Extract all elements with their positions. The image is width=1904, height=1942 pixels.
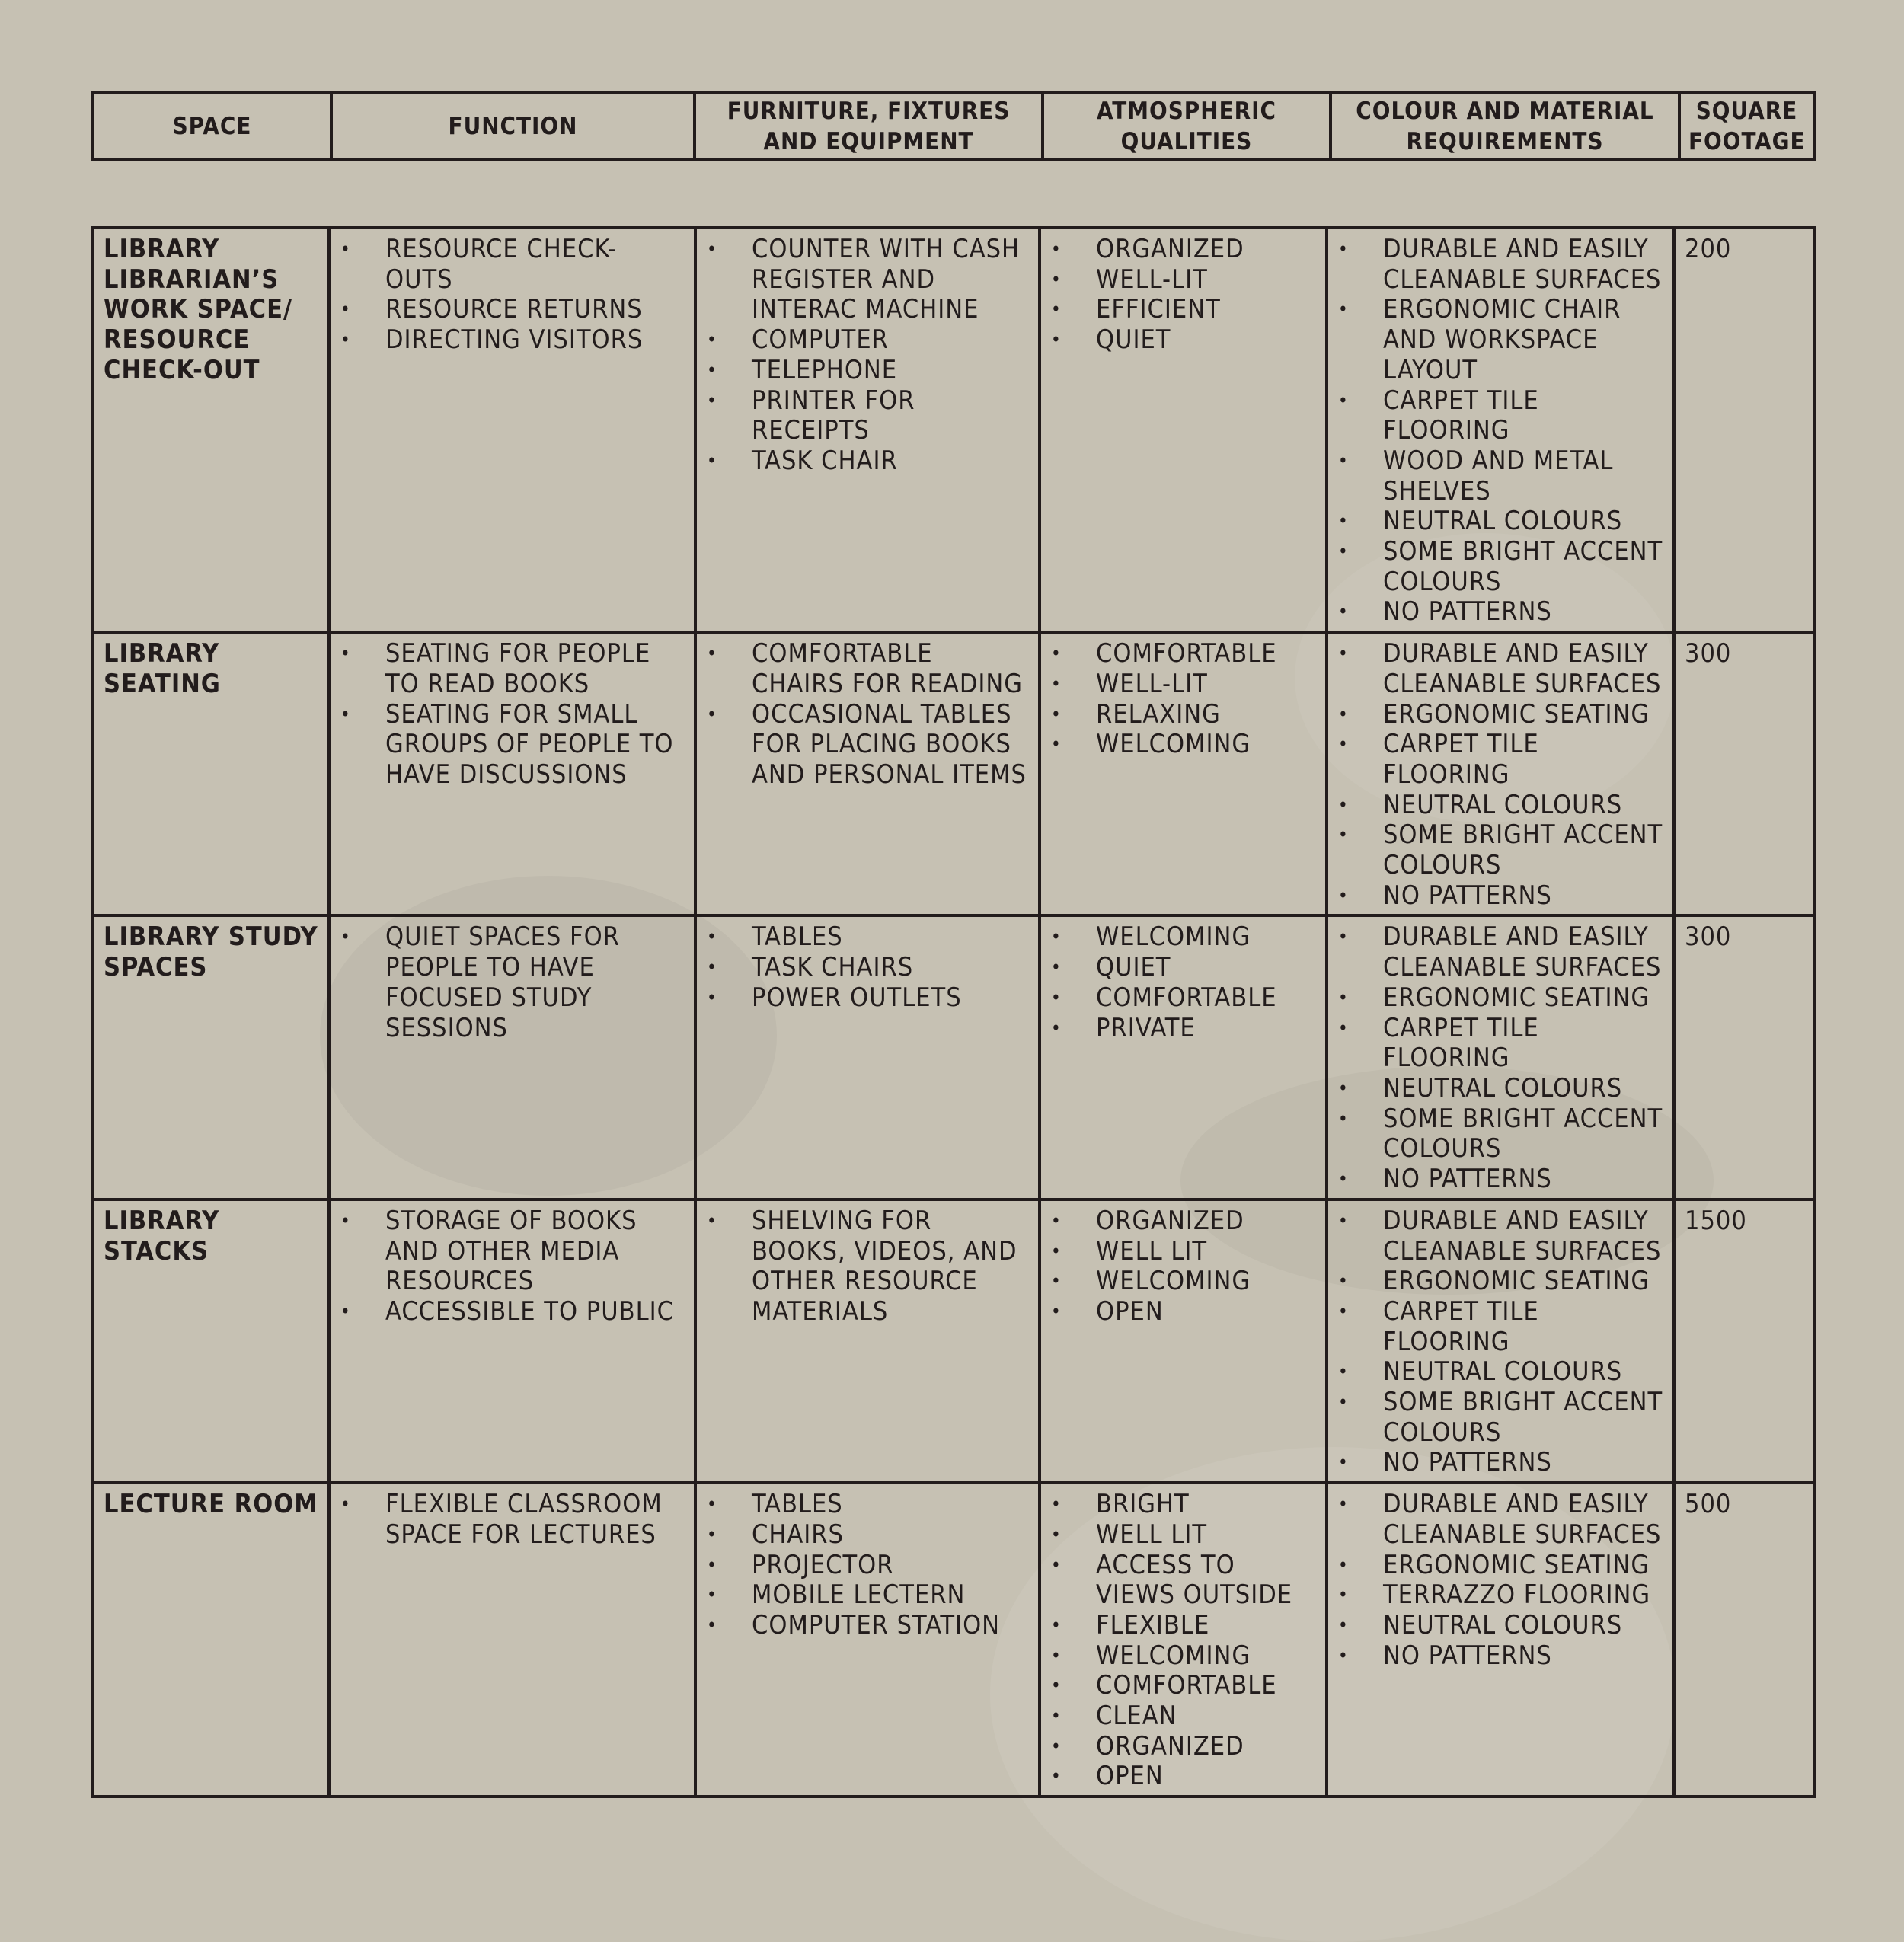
ffe-item: • TASK CHAIRS (706, 953, 1029, 983)
materials-item: • ERGONOMIC SEATING (1337, 700, 1663, 730)
materials-item: • ERGONOMIC SEATING (1337, 1266, 1663, 1297)
ffe-item: • COMFORTABLE CHAIRS FOR READING (706, 639, 1029, 699)
atmosphere-item: • FLEXIBLE (1050, 1611, 1316, 1641)
ffe-cell (695, 1483, 1040, 1797)
ffe-item: • PROJECTOR (706, 1551, 1029, 1581)
atmosphere-item: • PRIVATE (1050, 1014, 1316, 1044)
materials-cell (1327, 1199, 1674, 1483)
bullet-list (340, 639, 685, 791)
function-cell (329, 1199, 695, 1483)
function-item: • RESOURCE RETURNS (340, 295, 685, 325)
function-cell (329, 632, 695, 915)
header-space: SPACE (93, 92, 331, 160)
header-materials: COLOUR AND MATERIAL REQUIREMENTS (1331, 92, 1679, 160)
atmosphere-item: • WELCOMING (1050, 922, 1316, 953)
materials-item: • NEUTRAL COLOURS (1337, 1074, 1663, 1104)
materials-item: • NEUTRAL COLOURS (1337, 1611, 1663, 1641)
materials-item: • DURABLE AND EASILY CLEANABLE SURFACES (1337, 639, 1663, 699)
header-row (93, 92, 1814, 160)
ffe-cell (695, 915, 1040, 1199)
materials-item: • CARPET TILE FLOORING (1337, 1014, 1663, 1074)
function-item: • STORAGE OF BOOKS AND OTHER MEDIA RESOURCES (340, 1206, 685, 1297)
sqft-cell: 500 (1674, 1483, 1814, 1797)
function-item: • SEATING FOR SMALL GROUPS OF PEOPLE TO HAVE DISCUSSIONS (340, 700, 685, 791)
atmosphere-cell (1040, 632, 1327, 915)
materials-cell (1327, 632, 1674, 915)
atmosphere-item: • BRIGHT (1050, 1490, 1316, 1520)
sqft-cell: 200 (1674, 228, 1814, 632)
atmosphere-item: • ORGANIZED (1050, 1206, 1316, 1237)
materials-item: • CARPET TILE FLOORING (1337, 730, 1663, 790)
ffe-item: • COMPUTER STATION (706, 1611, 1029, 1641)
function-cell (329, 915, 695, 1199)
atmosphere-item: • OPEN (1050, 1297, 1316, 1327)
materials-item: • TERRAZZO FLOORING (1337, 1580, 1663, 1611)
header-function: FUNCTION (331, 92, 695, 160)
program-table (91, 226, 1816, 1798)
bullet-list (340, 235, 685, 356)
bullet-list (706, 235, 1029, 477)
materials-item: • WOOD AND METAL SHELVES (1337, 446, 1663, 506)
sqft-cell: 300 (1674, 915, 1814, 1199)
atmosphere-item: • QUIET (1050, 325, 1316, 356)
atmosphere-item: • WELCOMING (1050, 1266, 1316, 1297)
atmosphere-item: • WELL LIT (1050, 1520, 1316, 1551)
bullet-list (1337, 1490, 1663, 1671)
atmosphere-cell (1040, 1199, 1327, 1483)
ffe-item: • TELEPHONE (706, 356, 1029, 386)
space-cell: LIBRARY STUDY SPACES (93, 915, 329, 1199)
function-item: • QUIET SPACES FOR PEOPLE TO HAVE FOCUSED STUDY SESSIONS (340, 922, 685, 1043)
materials-item: • DURABLE AND EASILY CLEANABLE SURFACES (1337, 1490, 1663, 1550)
materials-item: • SOME BRIGHT ACCENT COLOURS (1337, 1388, 1663, 1448)
materials-item: • DURABLE AND EASILY CLEANABLE SURFACES (1337, 922, 1663, 982)
bullet-list (340, 1206, 685, 1327)
header-ffe: FURNITURE, FIXTURES AND EQUIPMENT (695, 92, 1043, 160)
bullet-list (1050, 639, 1316, 760)
table-row (93, 1483, 1814, 1797)
bullet-list (1050, 922, 1316, 1043)
materials-item: • NO PATTERNS (1337, 1641, 1663, 1672)
materials-item: • NEUTRAL COLOURS (1337, 791, 1663, 821)
bullet-list (1050, 1490, 1316, 1792)
materials-item: • ERGONOMIC SEATING (1337, 1551, 1663, 1581)
materials-item: • NO PATTERNS (1337, 881, 1663, 912)
atmosphere-cell (1040, 915, 1327, 1199)
function-item: • FLEXIBLE CLASSROOM SPACE FOR LECTURES (340, 1490, 685, 1550)
ffe-item: • OCCASIONAL TABLES FOR PLACING BOOKS AND PERSONAL ITEMS (706, 700, 1029, 791)
bullet-list (706, 1206, 1029, 1327)
space-cell: LIBRARY STACKS (93, 1199, 329, 1483)
ffe-item: • TASK CHAIR (706, 446, 1029, 477)
table-row (93, 228, 1814, 632)
atmosphere-item: • WELL-LIT (1050, 265, 1316, 295)
ffe-item: • COMPUTER (706, 325, 1029, 356)
sqft-cell: 300 (1674, 632, 1814, 915)
function-item: • RESOURCE CHECK-OUTS (340, 235, 685, 295)
atmosphere-item: • COMFORTABLE (1050, 1671, 1316, 1701)
bullet-list (340, 922, 685, 1043)
ffe-item: • MOBILE LECTERN (706, 1580, 1029, 1611)
bullet-list (706, 922, 1029, 1013)
ffe-item: • PRINTER FOR RECEIPTS (706, 386, 1029, 446)
header-sqft: SQUARE FOOTAGE (1679, 92, 1814, 160)
atmosphere-item: • ACCESS TO VIEWS OUTSIDE (1050, 1551, 1316, 1611)
bullet-list (1050, 235, 1316, 356)
materials-cell (1327, 228, 1674, 632)
materials-item: • ERGONOMIC CHAIR AND WORKSPACE LAYOUT (1337, 295, 1663, 385)
materials-cell (1327, 1483, 1674, 1797)
ffe-cell (695, 228, 1040, 632)
atmosphere-item: • EFFICIENT (1050, 295, 1316, 325)
atmosphere-item: • ORGANIZED (1050, 1732, 1316, 1762)
materials-item: • NO PATTERNS (1337, 597, 1663, 628)
atmosphere-cell (1040, 228, 1327, 632)
materials-item: • SOME BRIGHT ACCENT COLOURS (1337, 820, 1663, 880)
atmosphere-item: • ORGANIZED (1050, 235, 1316, 265)
materials-item: • ERGONOMIC SEATING (1337, 983, 1663, 1014)
space-cell: LECTURE ROOM (93, 1483, 329, 1797)
function-item: • ACCESSIBLE TO PUBLIC (340, 1297, 685, 1327)
materials-item: • DURABLE AND EASILY CLEANABLE SURFACES (1337, 1206, 1663, 1266)
materials-item: • NEUTRAL COLOURS (1337, 1357, 1663, 1388)
atmosphere-item: • OPEN (1050, 1762, 1316, 1792)
materials-item: • NO PATTERNS (1337, 1164, 1663, 1195)
bullet-list (1337, 1206, 1663, 1478)
bullet-list (1337, 922, 1663, 1194)
materials-cell (1327, 915, 1674, 1199)
bullet-list (706, 639, 1029, 791)
materials-item: • SOME BRIGHT ACCENT COLOURS (1337, 537, 1663, 597)
materials-item: • NO PATTERNS (1337, 1448, 1663, 1478)
atmosphere-item: • WELCOMING (1050, 730, 1316, 760)
bullet-list (1337, 235, 1663, 628)
materials-item: • SOME BRIGHT ACCENT COLOURS (1337, 1104, 1663, 1164)
table-row (93, 632, 1814, 915)
materials-item: • NEUTRAL COLOURS (1337, 506, 1663, 537)
atmosphere-item: • COMFORTABLE (1050, 983, 1316, 1014)
function-cell (329, 1483, 695, 1797)
function-cell (329, 228, 695, 632)
function-item: • SEATING FOR PEOPLE TO READ BOOKS (340, 639, 685, 699)
atmosphere-item: • WELL LIT (1050, 1237, 1316, 1267)
bullet-list (1337, 639, 1663, 911)
atmosphere-item: • CLEAN (1050, 1701, 1316, 1732)
ffe-item: • TABLES (706, 922, 1029, 953)
materials-item: • CARPET TILE FLOORING (1337, 1297, 1663, 1357)
atmosphere-item: • QUIET (1050, 953, 1316, 983)
header-table (91, 91, 1816, 161)
atmosphere-cell (1040, 1483, 1327, 1797)
space-cell: LIBRARY SEATING (93, 632, 329, 915)
materials-item: • CARPET TILE FLOORING (1337, 386, 1663, 446)
table-row (93, 915, 1814, 1199)
ffe-item: • CHAIRS (706, 1520, 1029, 1551)
space-cell: LIBRARY LIBRARIAN’S WORK SPACE/ RESOURCE CHECK-OUT (93, 228, 329, 632)
ffe-item: • POWER OUTLETS (706, 983, 1029, 1014)
atmosphere-item: • WELL-LIT (1050, 669, 1316, 700)
table-row (93, 1199, 1814, 1483)
bullet-list (706, 1490, 1029, 1641)
atmosphere-item: • COMFORTABLE (1050, 639, 1316, 669)
atmosphere-item: • WELCOMING (1050, 1641, 1316, 1672)
ffe-item: • TABLES (706, 1490, 1029, 1520)
function-item: • DIRECTING VISITORS (340, 325, 685, 356)
materials-item: • DURABLE AND EASILY CLEANABLE SURFACES (1337, 235, 1663, 295)
ffe-cell (695, 1199, 1040, 1483)
ffe-item: • SHELVING FOR BOOKS, VIDEOS, AND OTHER RESOURCE MATERIALS (706, 1206, 1029, 1327)
header-atmosphere: ATMOSPHERIC QUALITIES (1043, 92, 1331, 160)
atmosphere-item: • RELAXING (1050, 700, 1316, 730)
bullet-list (1050, 1206, 1316, 1327)
ffe-item: • COUNTER WITH CASH REGISTER AND INTERAC MACHINE (706, 235, 1029, 325)
bullet-list (340, 1490, 685, 1550)
ffe-cell (695, 632, 1040, 915)
sqft-cell: 1500 (1674, 1199, 1814, 1483)
